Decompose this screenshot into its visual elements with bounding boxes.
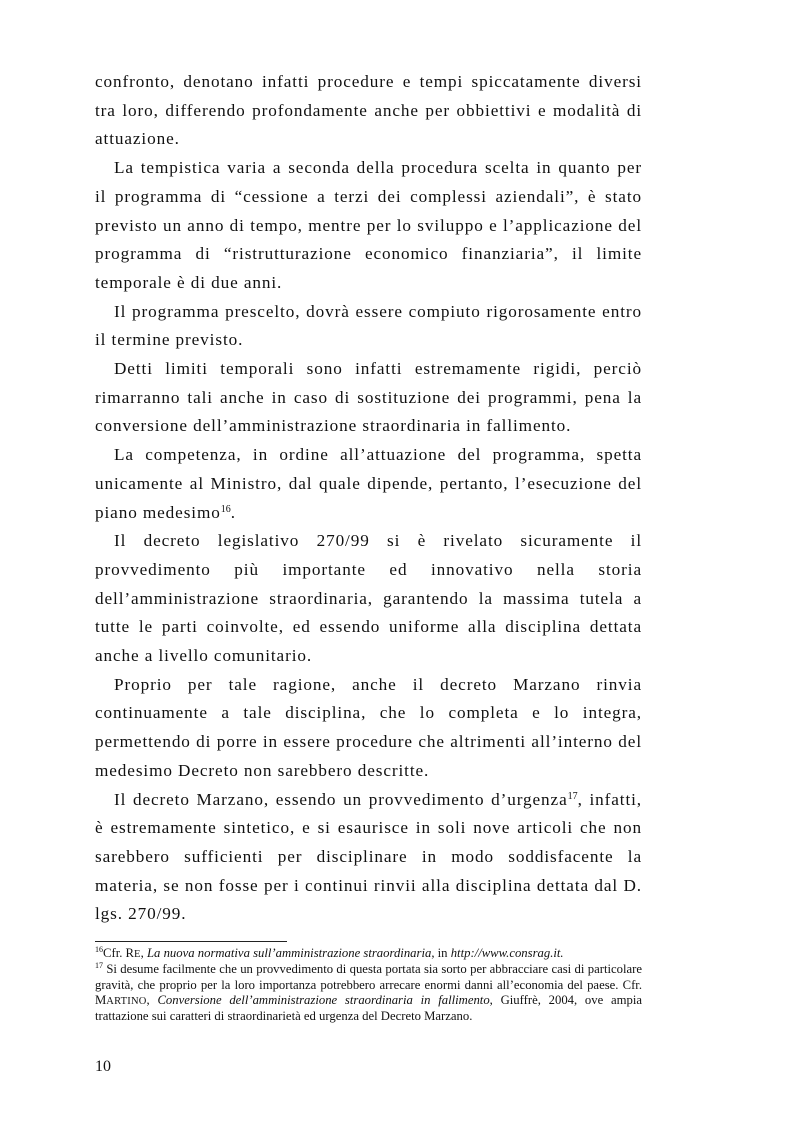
footnote-16-number: 16 — [95, 945, 103, 954]
footnote-16-url[interactable]: http://www.consrag.it. — [450, 946, 564, 960]
paragraph-1: confronto, denotano infatti procedure e tempi spiccatamente diversi tra loro, differendo profondamente anche per obbiettivi e modalità di attuazione. — [95, 72, 642, 149]
footnotes — [95, 946, 642, 1024]
footnote-17 — [95, 962, 642, 1024]
paragraph-5-end: . — [230, 502, 236, 522]
footnote-17-author: ARTINO — [106, 995, 147, 1007]
page-number: 10 — [95, 1058, 111, 1075]
paragraph-3: Il programma prescelto, dovrà essere compiuto rigorosamente entro il termine previsto. — [95, 301, 642, 350]
paragraph-5 — [95, 441, 642, 527]
footnote-ref-16[interactable]: 16 — [220, 503, 231, 515]
paragraph-8 — [95, 786, 642, 930]
footnote-17-number: 17 — [95, 961, 103, 971]
page-body — [95, 68, 642, 929]
paragraph-7: Proprio per tale ragione, anche il decreto Marzano rinvia continuamente a tale disciplina, che lo completa e lo integra, permettendo di porre in essere procedure che altrimenti all’interno del medesimo Decreto non sarebbero descritte. — [95, 674, 642, 780]
paragraph-2: La tempistica varia a seconda della procedura scelta in quanto per il programma di “cessione a terzi dei complessi aziendali”, è stato previsto un anno di tempo, mentre per lo sviluppo e l’applicazione del programma di “ristrutturazione economico finanziaria”, il limite temporale è di due anni. — [95, 158, 642, 292]
footnote-separator — [95, 941, 287, 942]
paragraph-8-text-a: Il decreto Marzano, essendo un provvedimento d’urgenza — [114, 789, 568, 809]
footnote-16-pre: Cfr. R — [103, 946, 135, 960]
footnote-17-mid: , — [146, 992, 158, 1007]
footnote-16-in: , in — [431, 946, 451, 960]
footnote-16-author: E — [134, 949, 141, 960]
footnote-ref-17[interactable]: 17 — [567, 790, 578, 802]
paragraph-6: Il decreto legislativo 270/99 si è rivelato sicuramente il provvedimento più importante ed innovativo nella storia dell’amministrazione straordinaria, garantendo la massima tutela a tutte le parti coinvolte, ed essendo uniforme alla disciplina dettata anche a livello comunitario. — [95, 531, 642, 666]
footnote-16-mid: , — [140, 946, 147, 960]
main-text — [95, 68, 642, 929]
footnote-17-rest: , Giuffrè, 2004, ove ampia trattazione sui caratteri di straordinarietà ed urgenza del Decreto Marzano. — [95, 992, 642, 1024]
paragraph-5-text: La competenza, in ordine all’attuazione del programma, spetta unicamente al Ministro, dal quale dipende, pertanto, l’esecuzione del piano medesimo — [95, 445, 642, 522]
paragraph-4: Detti limiti temporali sono infatti estremamente rigidi, perciò rimarranno tali anche in caso di sostituzione dei programmi, pena la conversione dell’amministrazione straordinaria in fallimento. — [95, 359, 642, 436]
footnote-17-title: Conversione dell’amministrazione straordinaria in fallimento — [157, 992, 490, 1007]
footnote-16-title: La nuova normativa sull’amministrazione straordinaria — [147, 946, 432, 960]
paragraph-8-text-b: , infatti, è estremamente sintetico, e si esaurisce in soli nove articoli che non sarebbero sufficienti per disciplinare in modo soddisfacente la materia, se non fosse per i continui rinvii alla disciplina dettata dal D. lgs. 270/99. — [95, 789, 642, 924]
footnote-17-text: Si desume facilmente che un provvedimento di questa portata sia sorto per abbracciare casi di particolare gravità, che proprio per la loro importanza potrebbero arrecare enormi danni all’economia del paese. Cfr. M — [95, 962, 642, 1007]
footnote-16 — [95, 946, 642, 962]
